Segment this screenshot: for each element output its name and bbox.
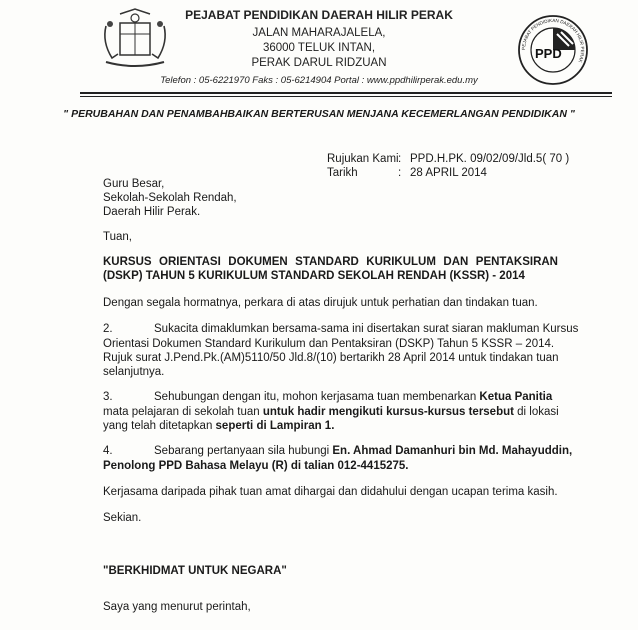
para-3-ketua-panitia: Ketua Panitia xyxy=(479,391,553,403)
date-value: 28 APRIL 2014 xyxy=(410,167,487,179)
motto: " PERUBAHAN DAN PENAMBAHBAIKAN BERTERUSAN MENJANA KECEMERLANGAN PENDIDIKAN " xyxy=(63,108,575,120)
para-2-line-2: Orientasi Dokumen Standard Kurikulum dan Pentaksiran (DSKP) Tahun 5 KSSR – 2014. xyxy=(103,338,555,350)
reference-value: PPD.H.PK. 09/02/09/Jld.5( 70 ) xyxy=(410,153,570,165)
office-name: PEJABAT PENDIDIKAN DAERAH HILIR PERAK xyxy=(185,8,453,22)
address-line-2: 36000 TELUK INTAN, xyxy=(262,42,376,54)
recipient-line-1: Guru Besar, xyxy=(103,178,165,190)
para-4-number: 4. xyxy=(103,445,113,457)
slogan: "BERKHIDMAT UNTUK NEGARA" xyxy=(103,565,287,577)
header-rule-thick xyxy=(80,92,612,94)
para-4-line-1-text: Sebarang pertanyaan sila hubungi xyxy=(154,445,333,457)
address-line-1: JALAN MAHARAJALELA, xyxy=(252,27,386,39)
para-3-line-1 xyxy=(154,391,552,403)
sekian: Sekian. xyxy=(103,512,142,524)
reference-colon: : xyxy=(398,153,402,165)
para-3-attend-emphasis: untuk hadir mengikuti kursus-kursus tersebut xyxy=(262,406,514,418)
para-3-line-2 xyxy=(103,405,559,419)
para-3-line-1-text: Sehubungan dengan itu, mohon kerjasama tuan membenarkan xyxy=(154,391,480,403)
para-3-number: 3. xyxy=(103,391,113,403)
ppd-logo-text: PPD xyxy=(535,46,562,61)
para-2-line-4: selanjutnya. xyxy=(103,366,165,378)
date-label: Tarikh xyxy=(327,167,358,179)
closing-paragraph: Kerjasama daripada pihak tuan amat dihargai dan didahului dengan ucapan terima kasih. xyxy=(103,486,558,498)
para-2-line-1: Sukacita dimaklumkan bersama-sama ini disertakan surat siaran makluman Kursus xyxy=(154,323,579,335)
subject-line-2: (DSKP) TAHUN 5 KURIKULUM STANDARD SEKOLAH RENDAH (KSSR) - 2014 xyxy=(103,270,525,282)
para-4-contact-name: En. Ahmad Damanhuri bin Md. Mahayuddin, xyxy=(332,445,573,457)
ppd-logo xyxy=(517,14,589,86)
recipient-line-2: Sekolah-Sekolah Rendah, xyxy=(103,192,237,204)
opening-paragraph: Dengan segala hormatnya, perkara di atas dirujuk untuk perhatian dan tindakan tuan. xyxy=(103,297,538,309)
contact-line: Telefon : 05-6221970 Faks : 05-6214904 Portal : www.ppdhilirperak.edu.my xyxy=(160,75,478,86)
address-line-3: PERAK DARUL RIDZUAN xyxy=(251,57,387,69)
para-3-line-2-tail: di lokasi xyxy=(513,406,559,418)
para-2-number: 2. xyxy=(103,323,113,335)
recipient-line-3: Daerah Hilir Perak. xyxy=(103,206,201,218)
header-rule-thin xyxy=(80,96,612,97)
sign-off: Saya yang menurut perintah, xyxy=(103,601,251,613)
reference-label: Rujukan Kami xyxy=(327,153,399,165)
para-4-line-1 xyxy=(154,445,572,457)
ppd-logo-ring-text: PEJABAT PENDIDIKAN DAERAH HILIR PERAK xyxy=(520,17,586,64)
para-3-lampiran: seperti di Lampiran 1. xyxy=(215,420,335,432)
para-4-line-2: Penolong PPD Bahasa Melayu (R) di talian 012-4415275. xyxy=(103,460,409,472)
date-colon: : xyxy=(398,167,402,179)
salutation: Tuan, xyxy=(103,231,132,243)
para-3-line-3 xyxy=(103,419,334,433)
para-2-line-3: Rujuk surat J.Pend.Pk.(AM)5110/50 Jld.8/(10) bertarikh 28 April 2014 untuk tindakan tuan xyxy=(103,352,559,364)
para-3-line-2-text: mata pelajaran di sekolah tuan xyxy=(103,406,263,418)
para-3-line-3-text: yang telah ditetapkan xyxy=(103,420,216,432)
subject-line-1: KURSUS ORIENTASI DOKUMEN STANDARD KURIKULUM DAN PENTAKSIRAN xyxy=(103,256,558,268)
